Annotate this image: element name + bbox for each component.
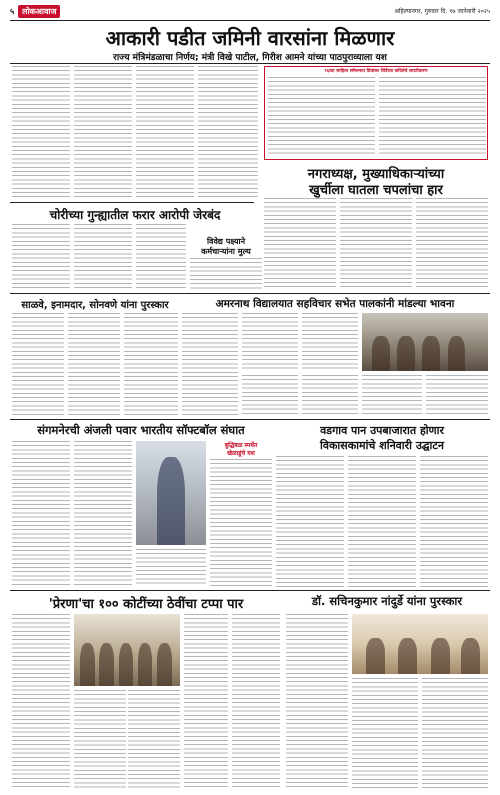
- box-news-column-2: [379, 77, 486, 157]
- prerna-column-3: [128, 690, 180, 790]
- nandurde-column-2: [352, 678, 418, 790]
- prerna-column-4: [184, 614, 228, 790]
- vadgaon-headline-1: वडगाव पान उपबाजारात होणार: [320, 424, 444, 437]
- person-silhouette: [397, 336, 415, 371]
- school-column-4: [242, 375, 298, 416]
- page-number: ५: [10, 6, 15, 16]
- person-silhouette: [431, 638, 450, 674]
- nagaradhyaksha-column-2: [340, 198, 412, 290]
- vadgaon-column-1: [276, 456, 344, 587]
- masthead-left: [10, 5, 60, 18]
- nandurde-column-1: [286, 614, 348, 790]
- vidyarthi-headline-1: विवेद्य पक्ष्याने: [206, 237, 246, 246]
- lead-subhead: राज्य मंत्रिमंडळाचा निर्णय; मंत्री विखे पाटील, गिरीश आमने यांच्या पाठपुराव्याला यश: [113, 53, 387, 63]
- school-column-3: [302, 313, 358, 371]
- person-silhouette: [138, 643, 153, 686]
- box-news: [264, 66, 488, 160]
- box-news-column-1: [268, 77, 375, 157]
- school-column-2: [242, 313, 298, 371]
- person-silhouette: [448, 336, 466, 371]
- vidyarthi-column: [190, 258, 262, 290]
- lead-column-1: [12, 66, 70, 198]
- theft-column-1: [12, 224, 70, 290]
- award-column-2: [68, 313, 120, 416]
- newspaper-logo: लोकआवाज: [18, 5, 60, 18]
- date-line: अहिल्यानगर, गुरुवार दि. १७ जानेवारी २०२५: [394, 8, 490, 15]
- person-silhouette: [461, 638, 480, 674]
- award-column-3: [124, 313, 178, 416]
- vadgaon-column-2: [348, 456, 416, 587]
- nagaradhyaksha-headline-1: नगराध्यक्ष, मुख्याधिकाऱ्यांच्या: [307, 167, 445, 182]
- lead-rule: [10, 63, 490, 64]
- theft-headline: चोरीच्या गुन्ह्यातील फरार आरोपी जेरबंद: [49, 208, 221, 222]
- athlete-box-column: [210, 459, 272, 587]
- softball-rule: [10, 419, 490, 420]
- person-silhouette: [366, 638, 385, 674]
- softball-column-1: [12, 441, 70, 587]
- athlete-silhouette: [157, 457, 185, 545]
- person-silhouette: [119, 643, 134, 686]
- prerna-column-5: [232, 614, 280, 790]
- award-rule: [10, 293, 490, 294]
- softball-headline: संगमनेरची अंजली पवार भारतीय सॉफ्टबॉल संघात: [37, 423, 245, 437]
- softball-column-3: [136, 549, 206, 587]
- person-silhouette: [422, 336, 440, 371]
- school-column-7: [426, 375, 488, 416]
- nagaradhyaksha-headline-2: खुर्चीला घातला चपलांचा हार: [309, 183, 443, 198]
- theft-column-3: [136, 224, 186, 290]
- theft-rule: [10, 202, 254, 203]
- athlete-photo: [136, 441, 206, 545]
- school-column-6: [362, 375, 422, 416]
- athlete-box-title-2: खेळाडूंचे यश: [227, 450, 255, 457]
- school-headline: अमरनाथ विद्यालयात सहविचार सभेत पालकांनी मांडल्या भावना: [215, 298, 455, 310]
- vadgaon-column-3: [420, 456, 488, 587]
- prerna-column-2: [74, 690, 126, 790]
- nagaradhyaksha-column-3: [416, 198, 488, 290]
- person-silhouette: [80, 643, 95, 686]
- lead-column-2: [74, 66, 132, 198]
- prerna-photo: [74, 614, 180, 686]
- lead-column-3: [136, 66, 194, 198]
- box-news-title: ९६व्या साहित्य संमेलनात प्रियांका शिंदेंच्या कवितेचे सादरीकरण: [324, 69, 428, 74]
- masthead-rule: [10, 20, 490, 21]
- prerna-rule: [10, 590, 490, 591]
- person-silhouette: [99, 643, 114, 686]
- award-column-1: [12, 313, 64, 416]
- prerna-column-1: [12, 614, 70, 790]
- school-column-5: [302, 375, 358, 416]
- nandurde-photo: [352, 614, 488, 674]
- person-silhouette: [398, 638, 417, 674]
- nandurde-column-3: [422, 678, 488, 790]
- prerna-headline: 'प्रेरणा'चा १०० कोटींच्या ठेवींचा टप्पा पार: [48, 597, 244, 612]
- award-headline: साळवे, इनामदार, सोनवणे यांना पुरस्कार: [21, 300, 169, 311]
- nandurde-headline: डॉ. सचिनकुमार नांदुर्डे यांना पुरस्कार: [311, 594, 463, 608]
- masthead: [10, 4, 490, 18]
- vadgaon-headline-2: विकासकामांचे शनिवारी उद्घाटन: [320, 439, 444, 452]
- softball-column-2: [74, 441, 132, 587]
- lead-column-4: [198, 66, 258, 198]
- school-photo: [362, 313, 488, 371]
- school-column-1: [182, 313, 238, 416]
- vidyarthi-headline-2: कर्मचाऱ्यांना मुल्य: [201, 247, 251, 256]
- person-silhouette: [372, 336, 390, 371]
- athlete-box-title-1: बुद्धिबळ स्पर्धेत: [224, 442, 258, 449]
- theft-column-2: [74, 224, 132, 290]
- lead-headline: आकारी पडीत जमिनी वारसांना मिळणार: [105, 26, 395, 50]
- person-silhouette: [157, 643, 172, 686]
- nagaradhyaksha-column-1: [264, 198, 336, 290]
